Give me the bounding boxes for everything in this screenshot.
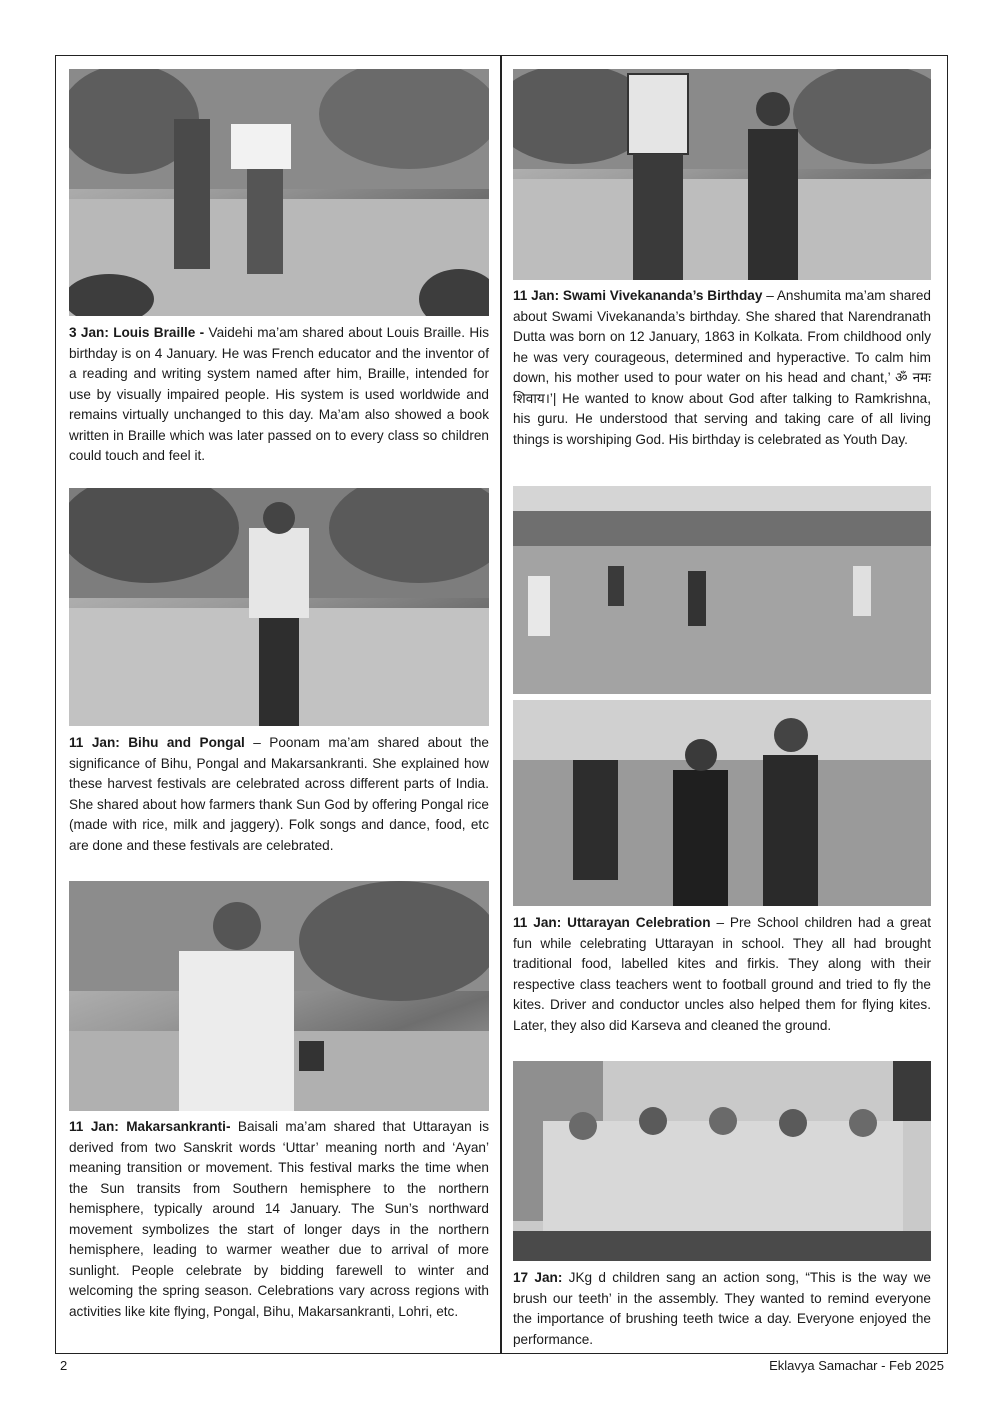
- photo-action-song: [513, 1061, 931, 1261]
- article-action-song: 17 Jan: JKg d children sang an action song, “This is the way we brush our teeth’ in the assembly. They wanted to remind everyone the importance of brushing teeth twice a day. Everyone enjoyed the performance.: [513, 1270, 931, 1347]
- photo-uttarayan-kites: [513, 700, 931, 906]
- article-bihu-pongal: 11 Jan: Bihu and Pongal – Poonam ma’am shared about the significance of Bihu, Pongal and Makarsankranti. She explained how these harvest festivals are celebrated across different parts of India. She shared about how farmers thank Sun God by offering Pongal rice (made with rice, milk and jaggery). Folk songs and dance, food, etc are done and these festivals are celebrated.: [69, 735, 489, 853]
- article-makarsankranti: 11 Jan: Makarsankranti- Baisali ma’am shared that Uttarayan is derived from two Sanskrit words ‘Uttar’ meaning north and ‘Ayan’ meaning transition or movement. This festival marks the time when the Sun transits from Southern hemisphere to the northern hemisphere, typically around 14 January. The Sun’s northward movement symbolizes the start of longer days in the northern hemisphere, leading to warmer weather due to arrival of more sunlight. People celebrate by bidding farewell to winter and welcoming the spring season. Celebrations vary across regions with activities like kite flying, Pongal, Bihu, Makarsankranti, Lohri, etc.: [69, 1119, 489, 1319]
- column-divider: [500, 55, 502, 1354]
- photo-vivekananda: [513, 69, 931, 280]
- photo-makarsankranti: [69, 881, 489, 1111]
- page-number: 2: [60, 1358, 68, 1373]
- footer-title: Eklavya Samachar - Feb 2025: [769, 1358, 944, 1373]
- photo-bihu-pongal: [69, 488, 489, 726]
- article-louis-braille: 3 Jan: Louis Braille - Vaidehi ma’am shared about Louis Braille. His birthday is on 4 January. He was French educator and the inventor of a reading and writing system named after him, Braille, intended for use by visually impaired people. His system is used worldwide and remains virtually unchanged to this day. Ma’am also showed a book written in Braille which was later passed on to every class so children could touch and feel it.: [69, 325, 489, 463]
- article-vivekananda: 11 Jan: Swami Vivekananda’s Birthday – Anshumita ma’am shared about Swami Vivekananda’s birthday. She shared that Narendranath Dutta was born on 12 January, 1863 in Kolkata. From childhood only he was very courageous, determined and hyperactive. To calm him down, his mother used to pour water on his head and chant,’ ॐ नमः शिवाय।’| He wanted to know about God after talking to Ramkrishna, his guru. He understood that serving and taking care of all living things is worshiping God. His birthday is celebrated as Youth Day.: [513, 288, 931, 447]
- photo-uttarayan-ground: [513, 486, 931, 694]
- photo-louis-braille: [69, 69, 489, 316]
- article-uttarayan: 11 Jan: Uttarayan Celebration – Pre School children had a great fun while celebrating Uttarayan in school. They all had brought traditional food, labelled kites and firkis. They along with their respective class teachers went to football ground and tried to fly the kites. Driver and conductor uncles also helped them for flying kites. Later, they also did Karseva and cleaned the ground.: [513, 915, 931, 1033]
